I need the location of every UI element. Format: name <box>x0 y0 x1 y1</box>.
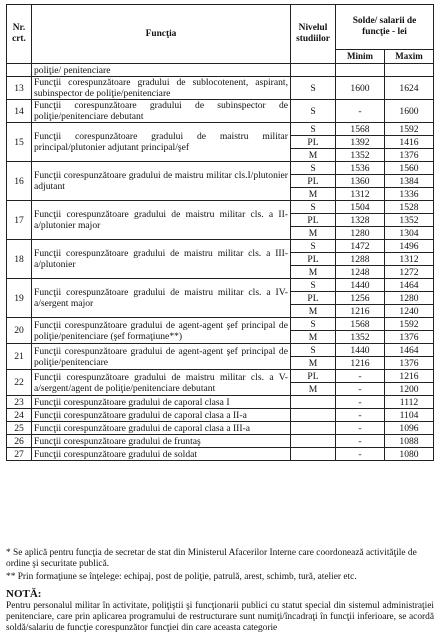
salary-min: 1288 <box>336 253 385 266</box>
table-row <box>7 435 434 448</box>
study-level: M <box>291 227 336 240</box>
study-level: PL <box>291 292 336 305</box>
salary-max: 1592 <box>385 123 434 136</box>
table-row <box>7 123 434 136</box>
study-level <box>291 448 336 461</box>
footnote-2: ** Prin formaţiune se înţelege: echipaj, post de poliţie, patrulă, arest, schimb, tură, atelier etc. <box>6 572 357 582</box>
salary-max: 1600 <box>385 100 434 123</box>
function-name: Funcţii corespunzătoare gradului de maistru militar cls. a III-a/plutonier <box>32 240 291 279</box>
salary-max: 1272 <box>385 266 434 279</box>
table-row <box>7 279 434 292</box>
header-nivel: Nivelul studiilor <box>291 5 336 64</box>
table-row <box>7 409 434 422</box>
row-number: 24 <box>7 409 32 422</box>
salary-max: 1560 <box>385 162 434 175</box>
salary-max: 1096 <box>385 422 434 435</box>
study-level <box>291 396 336 409</box>
salary-max: 1384 <box>385 175 434 188</box>
salary-max: 1216 <box>385 370 434 383</box>
study-level: S <box>291 279 336 292</box>
salary-min: 1472 <box>336 240 385 253</box>
header-solde: Solde/ salarii de funcţie - lei <box>336 5 434 50</box>
salary-max: 1104 <box>385 409 434 422</box>
salary-max: 1112 <box>385 396 434 409</box>
study-level: S <box>291 162 336 175</box>
row-number: 17 <box>7 201 32 240</box>
header-functia: Funcţia <box>32 5 291 64</box>
row-number: 19 <box>7 279 32 318</box>
function-name: Funcţii corespunzătoare gradului de maistru militar cls. a II-a/plutonier major <box>32 201 291 240</box>
row-number: 15 <box>7 123 32 162</box>
salary-min: 1280 <box>336 227 385 240</box>
row-number: 22 <box>7 370 32 396</box>
nota-text: Pentru personalul militar în activitate, poliţiştii şi funcţionarii publici cu statut special din sistemul administraţiei penitenciare, care prin aplicarea programului de restructurare sunt numiţi/încadraţi în funcţii inferioare, se acordă soldă/salariu de funcţie corespunzător funcţiei din care aceasta categorie <box>6 601 434 633</box>
table-row <box>7 240 434 253</box>
function-name: Funcţii corespunzătoare gradului de caporal clasa I <box>32 396 291 409</box>
study-level: M <box>291 266 336 279</box>
table-row <box>7 422 434 435</box>
salary-max: 1376 <box>385 357 434 370</box>
function-name: Funcţii corespunzătoare gradului de caporal clasa a II-a <box>32 409 291 422</box>
continuation-text: poliţie/ penitenciare <box>32 64 291 77</box>
salary-min: - <box>336 448 385 461</box>
salary-max: 1280 <box>385 292 434 305</box>
salary-min: - <box>336 435 385 448</box>
salary-max: 1376 <box>385 149 434 162</box>
study-level: S <box>291 318 336 331</box>
study-level: S <box>291 201 336 214</box>
header-minim: Minim <box>336 50 385 64</box>
function-name: Funcţii corespunzătoare gradului de fruntaş <box>32 435 291 448</box>
table-row <box>7 162 434 175</box>
salary-max: 1088 <box>385 435 434 448</box>
row-number: 16 <box>7 162 32 201</box>
salary-max: 1496 <box>385 240 434 253</box>
row-number: 21 <box>7 344 32 370</box>
table-row <box>7 370 434 383</box>
study-level: S <box>291 100 336 123</box>
salary-min: - <box>336 409 385 422</box>
salary-max: 1304 <box>385 227 434 240</box>
salary-max: 1592 <box>385 318 434 331</box>
study-level: M <box>291 383 336 396</box>
study-level: M <box>291 305 336 318</box>
study-level: S <box>291 240 336 253</box>
function-name: Funcţii corespunzătoare gradului de maistru militar cls. a V-a/sergent/agent de poliţie/penitenciare debutant <box>32 370 291 396</box>
function-name: Funcţii corespunzătoare gradului de maistru militar cls.I/plutonier adjutant <box>32 162 291 201</box>
nota-title: NOTĂ: <box>6 588 42 600</box>
study-level: M <box>291 331 336 344</box>
table-row <box>7 201 434 214</box>
salary-max: 1464 <box>385 344 434 357</box>
salary-min: 1568 <box>336 123 385 136</box>
salary-max: 1080 <box>385 448 434 461</box>
salary-table-page <box>6 4 434 461</box>
salary-max: 1200 <box>385 383 434 396</box>
salary-min: - <box>336 370 385 383</box>
salary-table <box>6 4 434 461</box>
salary-min: - <box>336 100 385 123</box>
salary-min: 1568 <box>336 318 385 331</box>
salary-min: 1256 <box>336 292 385 305</box>
salary-min: 1216 <box>336 357 385 370</box>
header-nr: Nr. crt. <box>7 5 32 64</box>
function-name: Funcţii corespunzătoare gradului de subinspector de poliţie/penitenciare debutant <box>32 100 291 123</box>
study-level: PL <box>291 370 336 383</box>
function-name: Funcţii corespunzătoare gradului de agent-agent şef principal de poliţie/penitenciare <box>32 344 291 370</box>
table-row <box>7 318 434 331</box>
salary-min: 1440 <box>336 344 385 357</box>
salary-min: 1312 <box>336 188 385 201</box>
salary-min: 1392 <box>336 136 385 149</box>
study-level: S <box>291 123 336 136</box>
continuation-row <box>7 64 434 77</box>
table-row <box>7 448 434 461</box>
table-row <box>7 100 434 123</box>
study-level: S <box>291 77 336 100</box>
function-name: Funcţii corespunzătoare gradului de soldat <box>32 448 291 461</box>
study-level: PL <box>291 136 336 149</box>
study-level: M <box>291 357 336 370</box>
row-number: 13 <box>7 77 32 100</box>
salary-max: 1352 <box>385 214 434 227</box>
study-level: S <box>291 344 336 357</box>
function-name: Funcţii corespunzătoare gradului de sublocotenent, aspirant, subinspector de poliţie/penitenciare <box>32 77 291 100</box>
study-level <box>291 409 336 422</box>
function-name: Funcţii corespunzătoare gradului de maistru militar principal/plutonier adjutant principal/şef <box>32 123 291 162</box>
row-number: 18 <box>7 240 32 279</box>
study-level: PL <box>291 214 336 227</box>
salary-max: 1624 <box>385 77 434 100</box>
salary-min: - <box>336 422 385 435</box>
footnote-1: * Se aplică pentru funcţia de secretar de stat din Ministerul Afacerilor Interne care coordonează activităţile de ordine şi securitate publică. <box>6 548 417 569</box>
table-row <box>7 344 434 357</box>
salary-min: 1216 <box>336 305 385 318</box>
salary-min: 1352 <box>336 331 385 344</box>
row-number: 25 <box>7 422 32 435</box>
row-number: 27 <box>7 448 32 461</box>
header-maxim: Maxim <box>385 50 434 64</box>
salary-min: 1328 <box>336 214 385 227</box>
salary-min: - <box>336 383 385 396</box>
salary-max: 1416 <box>385 136 434 149</box>
study-level: M <box>291 149 336 162</box>
study-level <box>291 422 336 435</box>
study-level: M <box>291 188 336 201</box>
salary-max: 1336 <box>385 188 434 201</box>
row-number: 23 <box>7 396 32 409</box>
table-row <box>7 77 434 100</box>
table-row <box>7 396 434 409</box>
salary-max: 1464 <box>385 279 434 292</box>
function-name: Funcţii corespunzătoare gradului de maistru militar cls. a IV-a/sergent major <box>32 279 291 318</box>
function-name: Funcţii corespunzătoare gradului de caporal clasa a III-a <box>32 422 291 435</box>
salary-min: 1360 <box>336 175 385 188</box>
salary-min: 1440 <box>336 279 385 292</box>
function-name: Funcţii corespunzătoare gradului de agent-agent şef principal de poliţie/penitenciare (şef formaţiune**) <box>32 318 291 344</box>
table-body <box>7 64 434 461</box>
salary-min: 1536 <box>336 162 385 175</box>
row-number: 20 <box>7 318 32 344</box>
row-number: 14 <box>7 100 32 123</box>
salary-min: - <box>336 396 385 409</box>
salary-min: 1600 <box>336 77 385 100</box>
salary-max: 1376 <box>385 331 434 344</box>
study-level: PL <box>291 253 336 266</box>
study-level: PL <box>291 175 336 188</box>
salary-max: 1312 <box>385 253 434 266</box>
salary-max: 1528 <box>385 201 434 214</box>
footnotes <box>6 548 434 636</box>
salary-min: 1352 <box>336 149 385 162</box>
row-number: 26 <box>7 435 32 448</box>
salary-min: 1248 <box>336 266 385 279</box>
study-level <box>291 435 336 448</box>
salary-min: 1504 <box>336 201 385 214</box>
salary-max: 1240 <box>385 305 434 318</box>
